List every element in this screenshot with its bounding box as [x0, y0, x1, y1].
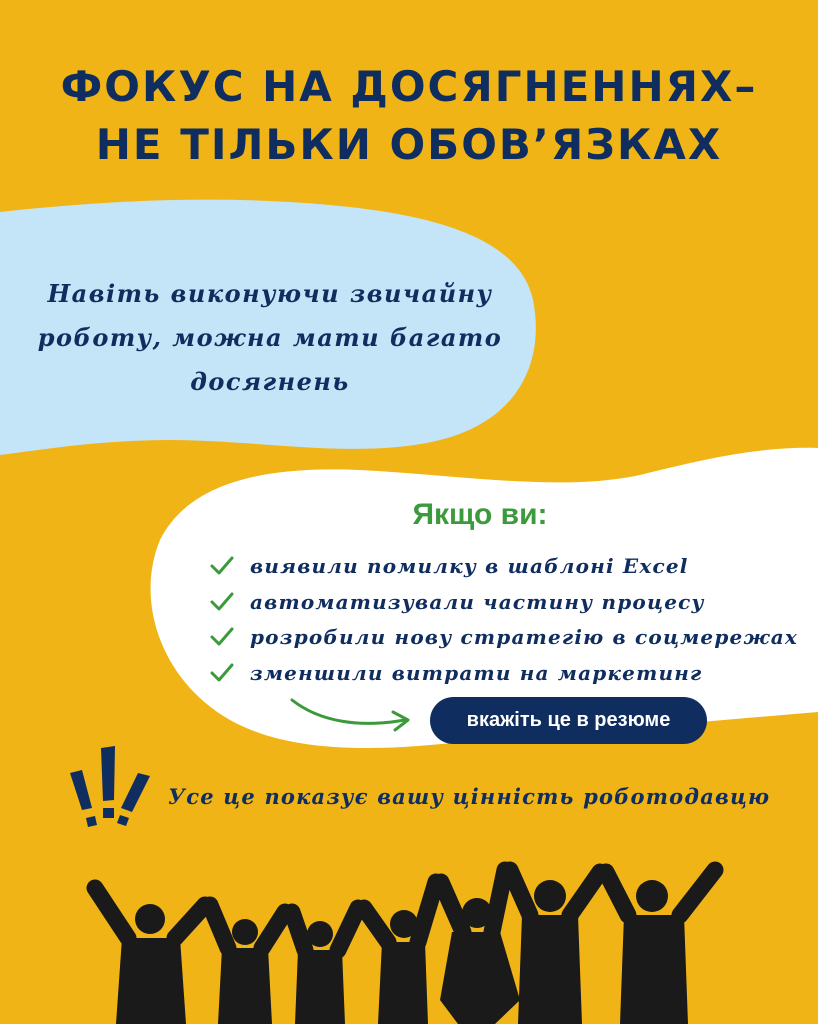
checklist-item-text: автоматизували частину процесу	[250, 590, 705, 614]
intro-line: Навіть виконуючи звичайну	[47, 279, 493, 308]
checklist-item-text: виявили помилку в шаблоні Excel	[250, 554, 689, 578]
checklist-item	[250, 586, 705, 618]
cta-button[interactable]: вкажіть це в резюме	[430, 697, 707, 744]
checklist-item	[250, 621, 798, 653]
checklist-item-text: зменшили витрати на маркетинг	[250, 661, 703, 685]
footer-text: Усе це показує вашу цінність роботодавцю	[168, 784, 771, 809]
intro-line: досягнень	[190, 367, 350, 396]
exclamation-marks-icon	[70, 746, 150, 827]
checklist-item	[250, 657, 702, 689]
checklist-heading: Якщо ви:	[412, 498, 548, 531]
page-title-line-2: НЕ ТІЛЬКИ ОБОВ’ЯЗКАХ	[95, 120, 723, 169]
page-title-line-1: ФОКУС НА ДОСЯГНЕННЯХ–	[60, 62, 758, 111]
checklist-item-text: розробили нову стратегію в соцмережах	[250, 625, 799, 649]
intro-text	[20, 272, 520, 404]
crowd-silhouette	[95, 870, 715, 1024]
checklist-item	[250, 550, 689, 582]
intro-line: роботу, можна мати багато	[37, 323, 503, 352]
